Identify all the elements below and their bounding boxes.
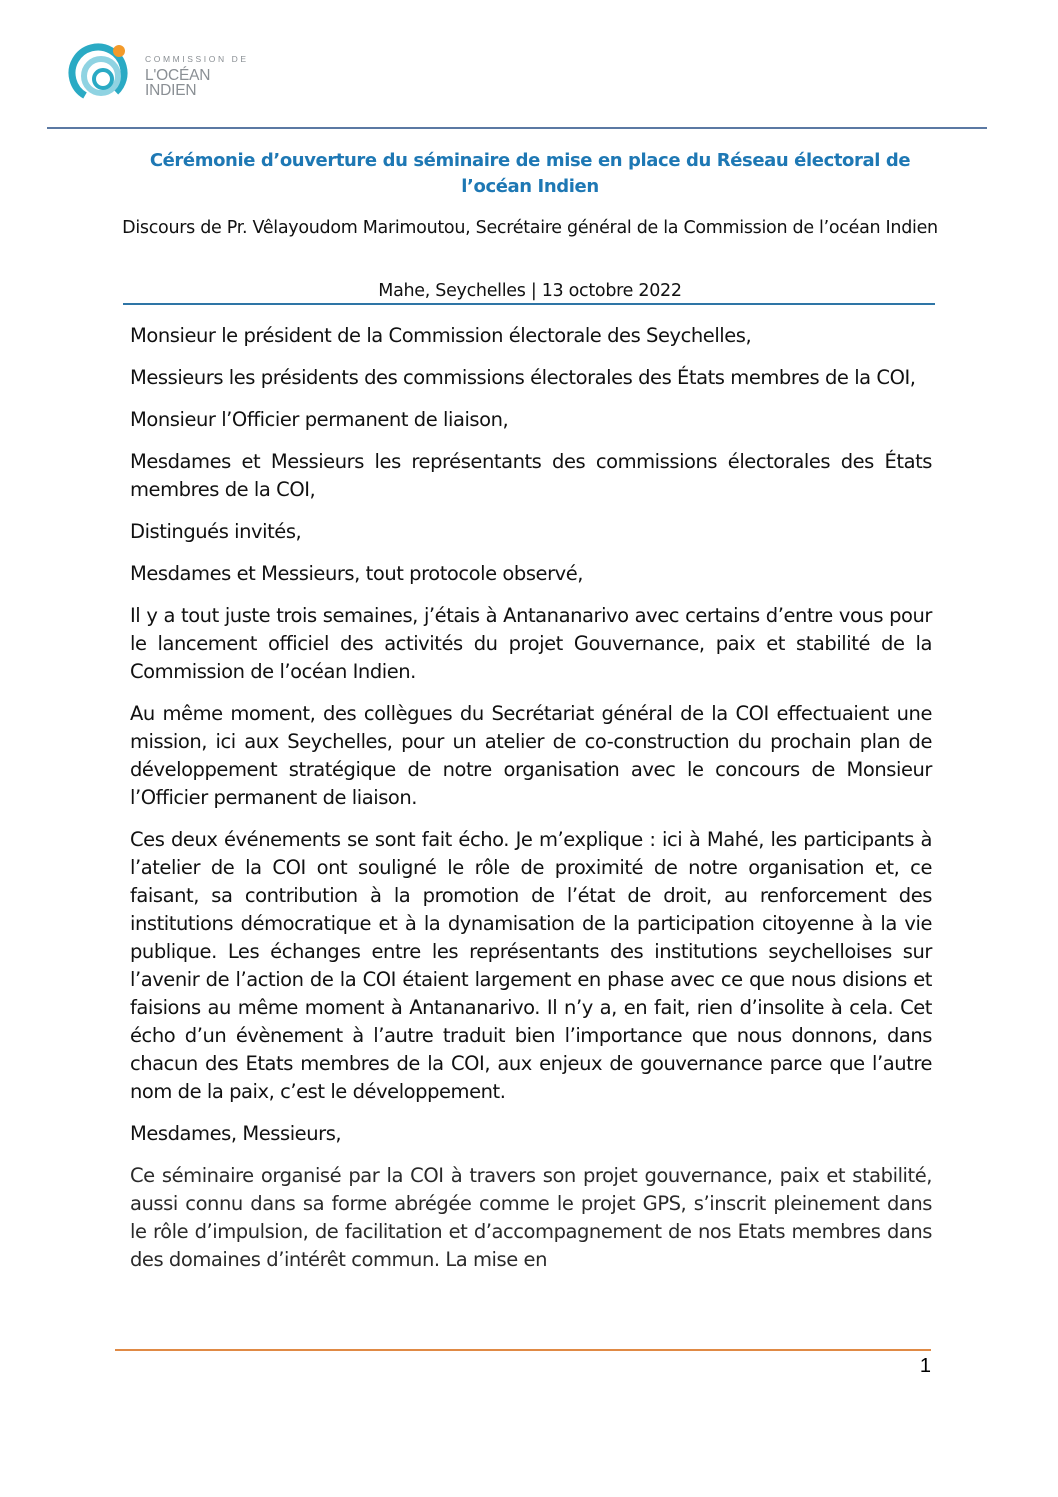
salutation-1: Monsieur le président de la Commission électorale des Seychelles, [130, 324, 752, 347]
title-divider [123, 303, 935, 305]
body-paragraph: Ces deux événements se sont fait écho. Je m’explique : ici à Mahé, les participants à l’atelier de la COI ont souligné le rôle de proximité de notre organisation et, ce faisant, sa contribution à la promotion de l’état de droit, au renforcement des institutions démocratique et à la dynamisation de la participation citoyenne à la vie publique. Les échanges entre les représentants des institutions seychelloises sur l’avenir de l’action de la COI étaient largement en phase avec ce que nous disions et faisions au même moment à Antananarivo. Il n’y a, en fait, rien d’insolite à cela. Cet écho d’un évènement à l’autre traduit bien l’importance que nous donnons, dans chacun des Etats membres de la COI, aux enjeux de gouvernance parce que l’autre nom de la paix, c’est le développement. [130, 828, 932, 1103]
document-dateline: Mahe, Seychelles | 13 octobre 2022 [378, 281, 682, 301]
document-title: Cérémonie d’ouverture du séminaire de mise en place du Réseau électoral de l’océan Indien [149, 150, 911, 197]
salutation-6: Mesdames et Messieurs, tout protocole observé, [130, 562, 584, 585]
coi-logo-icon [68, 37, 134, 103]
salutation-4: Mesdames et Messieurs les représentants des commissions électorales des États membres de la COI, [130, 450, 932, 501]
salutation-3: Monsieur l’Officier permanent de liaison, [130, 408, 509, 431]
salutation-2: Messieurs les présidents des commissions électorales des États membres de la COI, [130, 366, 916, 389]
logo-wordmark [145, 55, 258, 99]
body-paragraph: Ce séminaire organisé par la COI à travers son projet gouvernance, paix et stabilité, aussi connu dans sa forme abrégée comme le projet GPS, s’inscrit pleinement dans le rôle d’impulsion, de facilitation et d’accompagnement de nos Etats membres dans des domaines d’intérêt commun. La mise en [130, 1164, 932, 1271]
coi-logo [68, 37, 258, 103]
body-paragraph: Au même moment, des collègues du Secrétariat général de la COI effectuaient une mission, ici aux Seychelles, pour un atelier de co-construction du prochain plan de développement stratégique de notre organisation avec le concours de Monsieur l’Officier permanent de liaison. [130, 702, 932, 809]
document-subtitle: Discours de Pr. Vêlayoudom Marimoutou, Secrétaire général de la Commission de l’océan Indien [122, 218, 938, 238]
header-divider [47, 127, 987, 129]
page-number: 1 [919, 1355, 931, 1377]
body-paragraph: Il y a tout juste trois semaines, j’étais à Antananarivo avec certains d’entre vous pour le lancement officiel des activités du projet Gouvernance, paix et stabilité de la Commission de l’océan Indien. [130, 604, 932, 683]
logo-line-2: L'OCÉAN INDIEN [145, 66, 211, 99]
salutation-5: Distingués invités, [130, 520, 302, 543]
document-body [130, 322, 932, 1288]
logo-line-1: COMMISSION DE [145, 54, 249, 64]
footer-divider [115, 1349, 931, 1351]
salutation-7: Mesdames, Messieurs, [130, 1122, 342, 1145]
